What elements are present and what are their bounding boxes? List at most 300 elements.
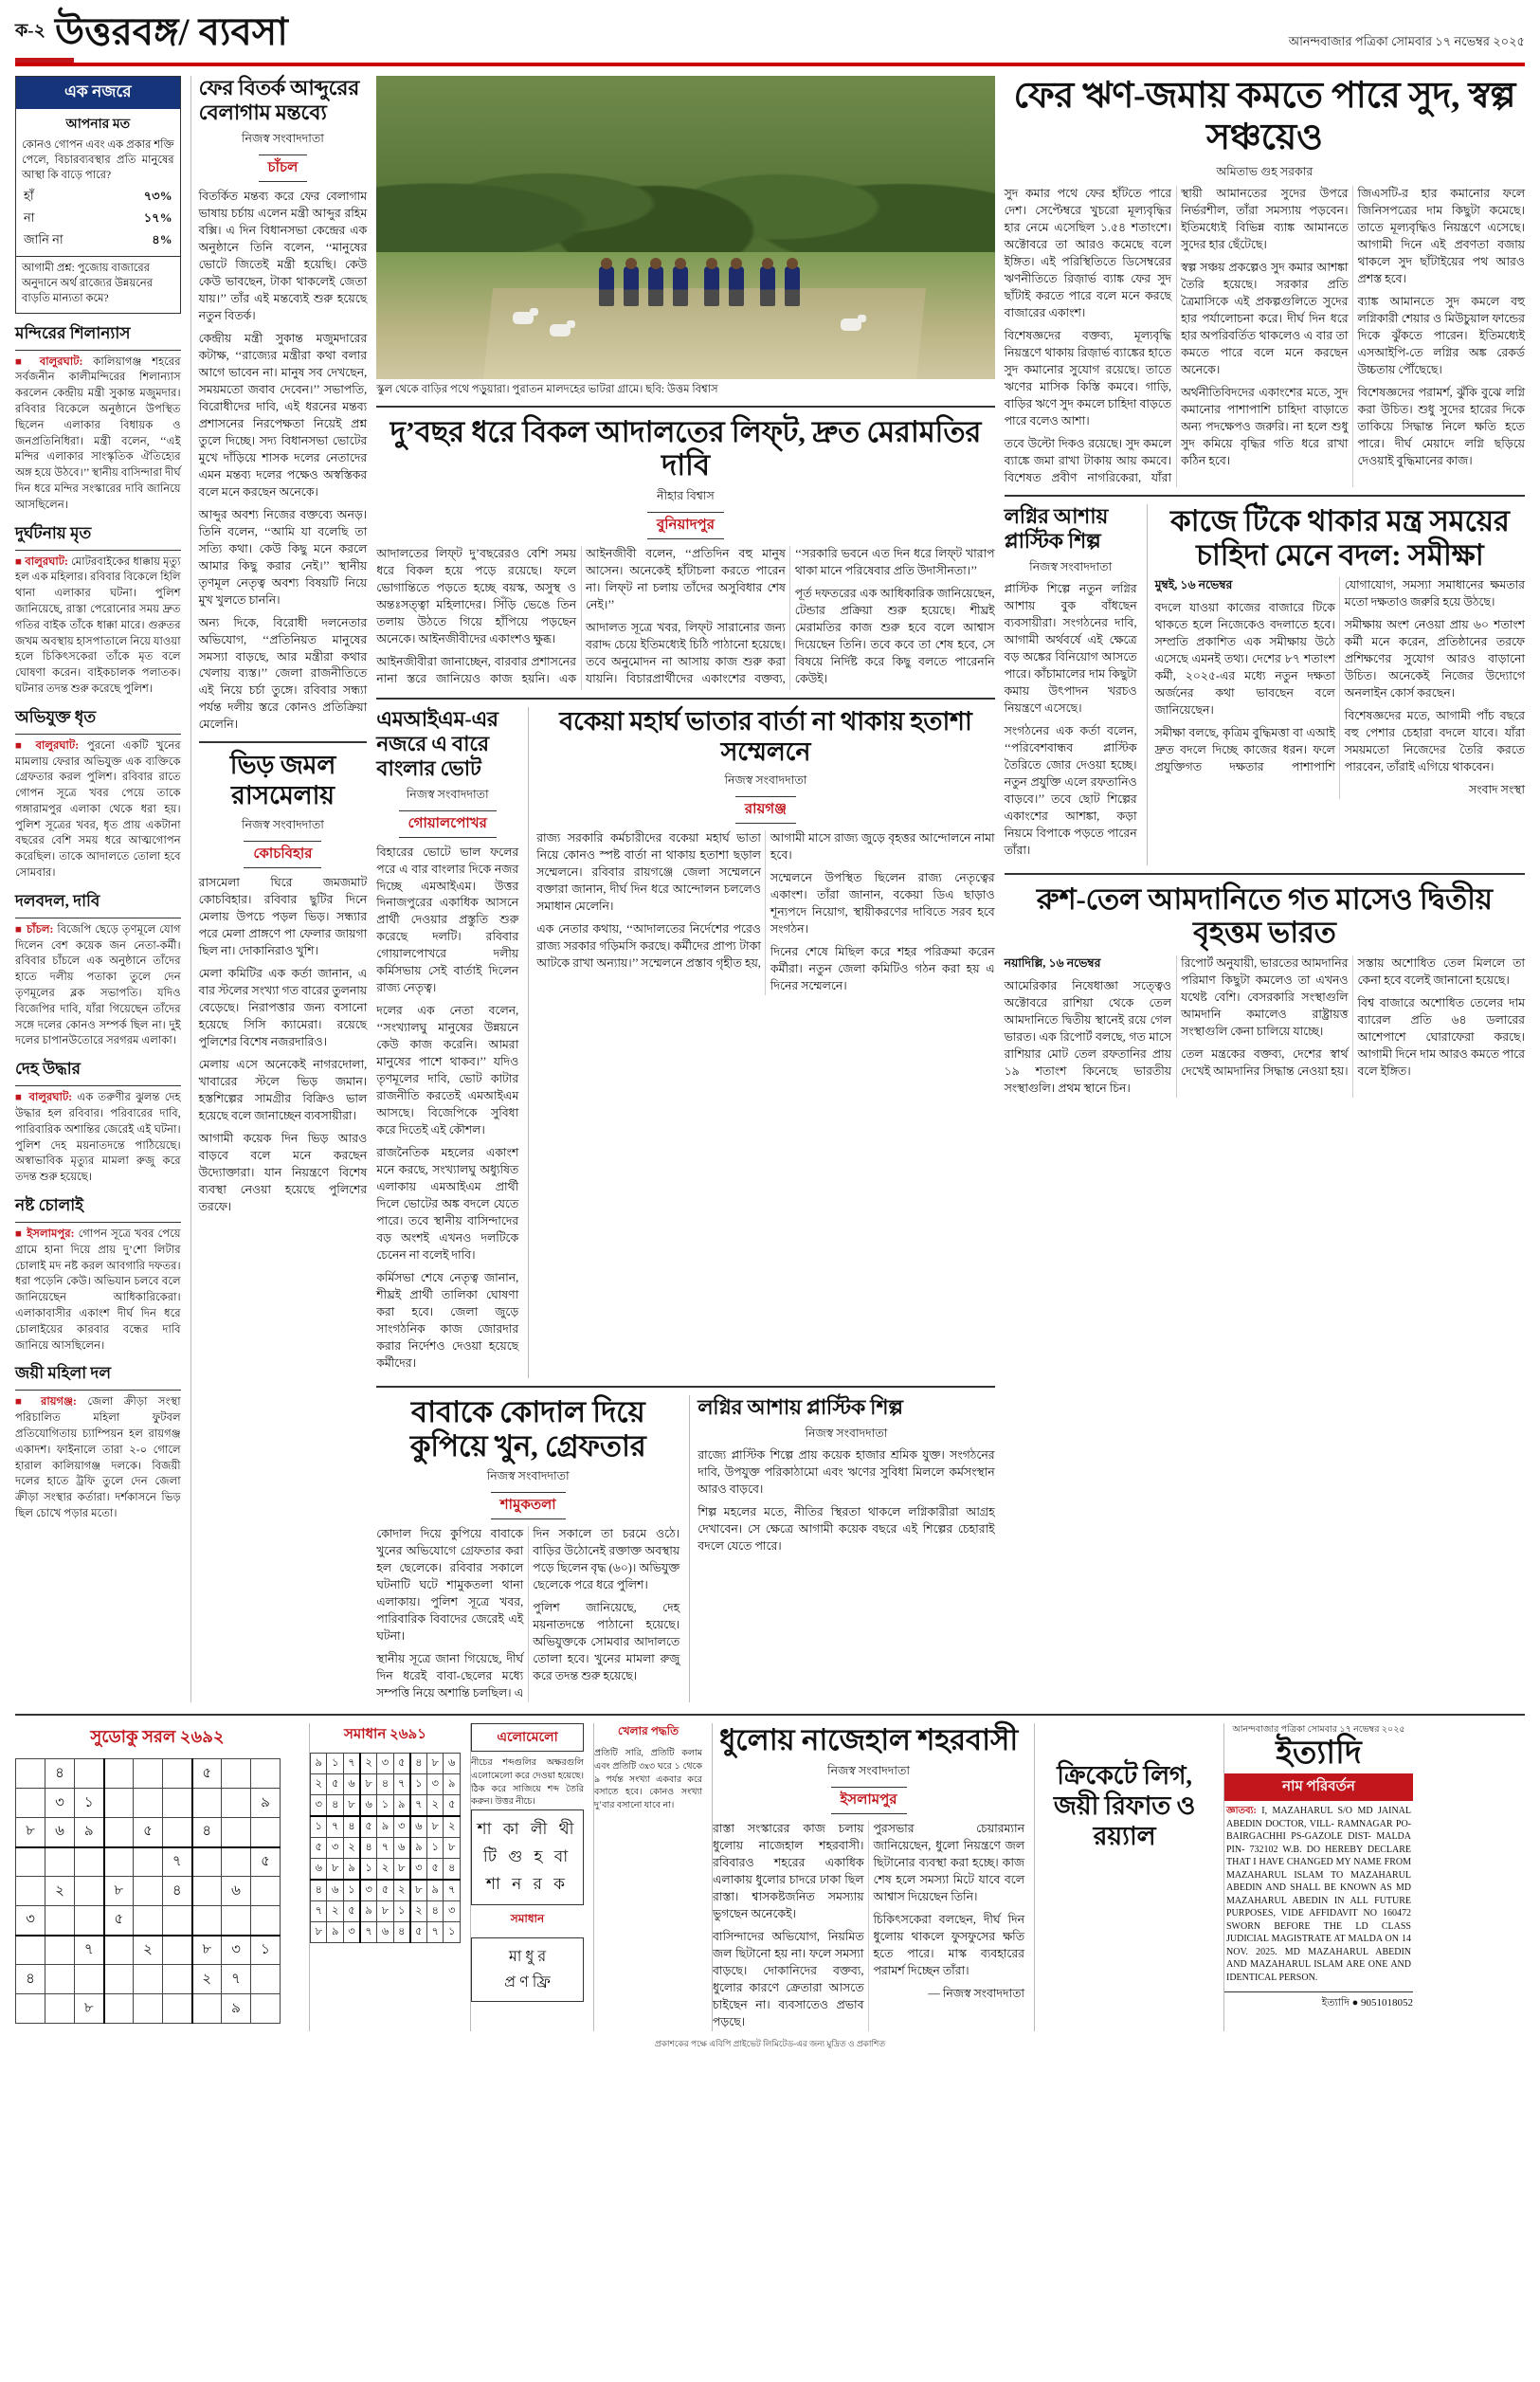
poll-row: [24, 230, 172, 252]
para: পুলিশ জানিয়েছে, দেহ ময়নাতদন্তে পাঠানো হয়েছে। অভিযুক্তকে সোমবার আদালতে তোলা হবে। খুনের মামলা রুজু করে তদন্ত শুরু হয়েছে।: [533, 1601, 680, 1683]
story-murder-body: [376, 1526, 679, 1702]
elomelo-word: শা ন র ক: [485, 1875, 570, 1894]
sudoku-cell[interactable]: [163, 1965, 192, 1994]
sudoku-cell[interactable]: ৯: [251, 1789, 281, 1818]
sudoku-cell[interactable]: ৪: [343, 1816, 360, 1838]
para: আমেরিকার নিষেধাজ্ঞা সত্ত্বেও অক্টোবরে রাশিয়া থেকে তেল আমদানিতে দ্বিতীয় স্থানেই রয়ে গেল ভারত। এক রিপোর্ট বলছে, গত মাসে রাশিয়ার মোট তেল রফতানির প্রায় ১৯ শতাংশ কিনেছে ভারতীয় সংস্থাগুলি। প্রথম স্থানে চিন।: [1004, 979, 1172, 1095]
sudoku-cell[interactable]: [251, 1759, 281, 1789]
headline-lift: দু’বছর ধরে বিকল আদালতের লিফ্‌ট, দ্রুত মেরামতির দাবি: [390, 414, 982, 482]
sudoku-cell[interactable]: ৫: [444, 1795, 461, 1817]
sudoku-cell[interactable]: [45, 1847, 75, 1877]
sudoku-cell[interactable]: [192, 1994, 222, 2024]
sudoku-cell[interactable]: ৬: [45, 1818, 75, 1847]
sudoku-cell[interactable]: ৩: [311, 1795, 327, 1817]
poll-option-label: জানি না: [24, 232, 63, 247]
sudoku-cell[interactable]: ৯: [410, 1838, 427, 1859]
para: রাজ্যে প্লাস্টিক শিল্পে প্রায় কয়েক হাজার শ্রমিক যুক্ত। সংগঠনের দাবি, উপযুক্ত পরিকাঠামো এবং ঋণের সুবিধা মিললে কর্মসংস্থান আরও বাড়বে।: [698, 1448, 995, 1496]
brief-item: [15, 1057, 181, 1186]
sudoku-cell[interactable]: [222, 1818, 251, 1847]
story-plastic-lower: [689, 1395, 994, 1702]
sudoku-cell[interactable]: ৮: [343, 1795, 360, 1817]
sudoku-cell[interactable]: ১: [393, 1901, 410, 1922]
para: মেলায় এসে অনেকেই নাগরদোলা, খাবারের স্টলে ভিড় জমান। হস্তশিল্পের সামগ্রীর বিক্রিও ভাল হয়েছে বলে জানাচ্ছেন ব্যবসায়ীরা।: [198, 1057, 368, 1122]
sudoku-cell[interactable]: [222, 1847, 251, 1877]
byline-dust: নিজস্ব সংবাদদাতা: [827, 1763, 910, 1777]
poll-question: কোনও গোপন এবং এক প্রকার শক্তি পেলে, বিচারব্যবস্থার প্রতি মানুষের আস্থা কি বাড়ে পারে?: [22, 139, 174, 182]
para: [1005, 955, 1171, 973]
sudoku-cell[interactable]: [16, 1789, 45, 1818]
sudoku-cell[interactable]: ৯: [444, 1774, 461, 1795]
poll-option-label: হাঁ: [24, 189, 34, 204]
para: বাসিন্দাদের অভিযোগ, নিয়মিত জল ছিটানো হয় না। ফলে সমস্যা বাড়ছে। দোকানিদের বক্তব্য, ধুলোর কারণে ক্রেতারা আসতে চাইছেন না। ব্যবসাতেও প্রভাব পড়ছে।: [713, 1929, 864, 2028]
sudoku-row: [311, 1754, 461, 1774]
para: কোদাল দিয়ে কুপিয়ে বাবাকে খুনের অভিযোগে গ্রেফতার করা হল ছেলেকে। রবিবার সকালে ঘটনাটি ঘটে শামুকতলা থানা এলাকায়। পুলিশ সূত্রে খবর, পারিবারিক বিবাদের জেরেই এই ঘটনা।: [376, 1527, 524, 1644]
sudoku-cell[interactable]: [75, 1759, 104, 1789]
ad-phone: ইত্যাদি ● 9051018052: [1224, 1991, 1413, 2012]
sudoku-cell[interactable]: ৮: [426, 1754, 443, 1774]
sudoku-cell[interactable]: ৪: [311, 1880, 327, 1901]
sudoku-cell[interactable]: ৭: [426, 1922, 443, 1943]
sudoku-solution-grid: [310, 1753, 461, 1943]
sudoku-cell[interactable]: [251, 1906, 281, 1936]
sudoku-cell[interactable]: ৮: [192, 1936, 222, 1965]
sudoku-cell[interactable]: ৯: [393, 1795, 410, 1817]
sudoku-cell[interactable]: ৩: [16, 1906, 45, 1936]
sudoku-row: [16, 1906, 281, 1936]
para: রিপোর্ট অনুযায়ী, ভারতের আমদানির পরিমাণ কিছুটা কমলেও তা এখনও যথেষ্ট বেশি। বেসরকারি সংস্থাগুলি আমদানি কমালেও রাষ্ট্রায়ত্ত সংস্থাগুলি কেনা চালিয়ে যাচ্ছে।: [1181, 956, 1349, 1038]
sudoku-cell[interactable]: [75, 1877, 104, 1906]
headline-debate: ফের বিতর্ক আব্দুরের বেলাগাম মন্তব্যে: [198, 76, 360, 124]
sudoku-cell[interactable]: [251, 1877, 281, 1906]
sudoku-cell[interactable]: ৫: [134, 1818, 163, 1847]
sudoku-cell[interactable]: ৪: [377, 1774, 393, 1795]
sudoku-cell[interactable]: ৫: [104, 1906, 134, 1936]
brief-body-text: পুরনো একটি খুনের মামলায় ফেরার অভিযুক্ত এক ব্যক্তিকে গ্রেফতার করল পুলিশ। রবিবার রাতে গোপন সূত্রে খবর পেয়ে তাকে গঙ্গারামপুর এলাকা থেকে ধরা হয়। পুলিশ সূত্রের খবর, ধৃত প্রায় একটানা বছরের বেশি সময় ধরে আত্মগোপন করেছিল। তাকে আদালতে তোলা হবে সোমবার।: [15, 738, 181, 880]
sudoku-grid[interactable]: [15, 1758, 281, 2024]
sudoku-cell[interactable]: [45, 1994, 75, 2024]
para: আদালত সূত্রে খবর, লিফ্‌ট সারানোর জন্য বরাদ্দ চেয়ে ইতিমধ্যেই চিঠি পাঠানো হয়েছে। তবে অনুমোদন না আসায় কাজ শুরু করা যায়নি। বিচারপ্রার্থীদের একাংশের বক্তব্য, ‘‘সরকারি ভবনে এত দিন ধরে লিফ্‌ট খারাপ থাকা মানে পরিষেবার প্রতি উদাসীনতা।’’: [586, 546, 995, 685]
sudoku-cell[interactable]: [251, 1994, 281, 2024]
sudoku-cell[interactable]: [222, 1906, 251, 1936]
headline-interest: ফের ঋণ-জমায় কমতে পারে সুদ, স্বল্প সঞ্চয়েও: [1013, 76, 1516, 157]
sudoku-cell[interactable]: ১: [444, 1922, 461, 1943]
sudoku-cell[interactable]: ৫: [410, 1922, 427, 1943]
story-murder: [376, 1395, 679, 1702]
sudoku-cell[interactable]: ৪: [360, 1838, 377, 1859]
sudoku-cell[interactable]: ৬: [444, 1754, 461, 1774]
sudoku-cell[interactable]: [163, 1789, 192, 1818]
poll-option-label: না: [24, 210, 35, 226]
sudoku-cell[interactable]: [222, 1759, 251, 1789]
headline-oil: রুশ-তেল আমদানিতে গত মাসেও দ্বিতীয় বৃহত্তম ভারত: [1036, 882, 1493, 950]
sudoku-cell[interactable]: ৫: [192, 1759, 222, 1789]
para: কেন্দ্রীয় মন্ত্রী সুকান্ত মজুমদারের কটাক্ষ, ‘‘রাজ্যের মন্ত্রীরা কথা বলার আগে ভাবেন না। মানুষ সব দেখছেন, সময়মতো জবাব দেবেন।’’ সভাপতি, বিরোধীদের দাবি, এই ধরনের মন্তব্য প্রশাসনের নিরপেক্ষতা নিয়েই প্রশ্ন তুলে দিচ্ছে। সদ্য বিধানসভা ভোটের মুখে দাঁড়িয়ে শাসক দলের নেতাদের এমন মন্তব্য দলের পক্ষেও অস্বস্তিকর বলে মনে করছেন অনেকে।: [198, 331, 368, 499]
brief-heading: অভিযুক্ত ধৃত: [15, 705, 181, 735]
brief-dateline: ■ বালুরঘাট:: [15, 738, 80, 752]
headline-plastic-b: লগ্নির আশায় প্লাস্টিক শিল্প: [698, 1395, 903, 1420]
dateline-allowance: রায়গঞ্জ: [735, 796, 796, 824]
elomelo-word: শা কা লী থী: [477, 1820, 578, 1839]
elomelo-word: টি গু হ বা: [482, 1847, 572, 1866]
sudoku-cell[interactable]: ১: [343, 1880, 360, 1901]
sudoku-row: [311, 1859, 461, 1881]
sudoku-cell[interactable]: ৬: [360, 1795, 377, 1817]
brief-body-text: এক তরুণীর ঝুলন্ত দেহ উদ্ধার হল রবিবার। পরিবারের দাবি, পারিবারিক অশান্তির জেরেই এই ঘটনা। পুলিশ দেহ ময়নাতদন্তে পাঠিয়েছে। অস্বাভাবিক মৃত্যুর মামলা রুজু করে তদন্ত শুরু হয়েছে।: [15, 1091, 181, 1184]
poll-box: [15, 76, 181, 314]
sudoku-cell[interactable]: ২: [45, 1877, 75, 1906]
brief-item: [15, 705, 181, 882]
sudoku-cell[interactable]: ১: [251, 1936, 281, 1965]
sudoku-cell[interactable]: ১: [327, 1754, 343, 1774]
byline-murder: নিজস্ব সংবাদদাতা: [486, 1469, 570, 1483]
story-plastic: [1005, 504, 1137, 865]
sudoku-cell[interactable]: ৮: [75, 1994, 104, 2024]
para: মেলা কমিটির এক কর্তা জানান, এ বার স্টলের সংখ্যা গত বারের তুলনায় বেড়েছে। নিরাপত্তার জন্য বসানো হয়েছে সিসি ক্যামেরা। রয়েছে পুলিশের বিশেষ নজরদারিও।: [198, 967, 368, 1048]
sudoku-cell[interactable]: ৭: [311, 1901, 327, 1922]
sudoku-cell[interactable]: ৮: [410, 1880, 427, 1901]
brief-heading: জয়ী মহিলা দল: [15, 1361, 181, 1391]
sudoku-cell[interactable]: ২: [343, 1838, 360, 1859]
sudoku-cell[interactable]: [104, 1818, 134, 1847]
sudoku-cell[interactable]: [134, 1847, 163, 1877]
elomelo-block: [470, 1723, 584, 2030]
sudoku-cell[interactable]: [16, 1936, 45, 1965]
sudoku-cell[interactable]: ৯: [343, 1859, 360, 1881]
para: অন্য দিকে, বিরোধী দলনেতার অভিযোগ, ‘‘প্রতিনিয়ত মানুষের সমস্যা বাড়ছে, আর মন্ত্রীরা কথার খেলায় ব্যস্ত।’’ জেলা রাজনীতিতে এই নিয়ে চর্চা তুঙ্গে। রবিবার সন্ধ্যা পর্যন্ত দলীয় স্তরে কোনও প্রতিক্রিয়া মেলেনি।: [198, 615, 368, 732]
sudoku-cell[interactable]: ৭: [393, 1774, 410, 1795]
ad-publisher: আনন্দবাজার পত্রিকা সোমবার ১৭ নভেম্বর ২০২৫: [1232, 1725, 1405, 1736]
para: স্থানীয় সূত্রে জানা গিয়েছে, দীর্ঘ দিন ধরেই বাবা-ছেলের মধ্যে সম্পত্তি নিয়ে অশান্তি চলছিল। এ দিন সকালে তা চরমে ওঠে। বাড়ির উঠোনেই রক্তাক্ত অবস্থায় পড়ে ছিলেন বৃদ্ধ (৬০)। অভিযুক্ত ছেলেকে পরে ধরে পুলিশ।: [376, 1527, 680, 1700]
sudoku-cell[interactable]: ৯: [377, 1816, 393, 1838]
sudoku-cell[interactable]: [163, 1906, 192, 1936]
bottom-strip: [15, 1714, 1525, 2030]
sudoku-cell[interactable]: [192, 1906, 222, 1936]
sudoku-cell[interactable]: [163, 1994, 192, 2024]
para: — নিজস্ব সংবাদদাতা: [928, 1986, 1024, 2000]
sudoku-row: [16, 1818, 281, 1847]
sudoku-row: [311, 1838, 461, 1859]
sudoku-cell[interactable]: ৮: [444, 1838, 461, 1859]
byline-allowance: নিজস্ব সংবাদদাতা: [724, 773, 807, 788]
para: আদালতের লিফ্‌ট দু’বছরেরও বেশি সময় ধরে বিকল হয়ে পড়ে রয়েছে। ফলে ভোগান্তিতে পড়তে হচ্ছে বয়স্ক, অসুস্থ ও অন্তঃসত্ত্বা মহিলাদের। সিঁড়ি ভেঙে তিন তলায় উঠতে গিয়ে হাঁপিয়ে পড়ছেন অনেকে। আইনজীবীদের একাংশও ক্ষুব্ধ।: [376, 546, 576, 646]
sudoku-cell[interactable]: ৩: [45, 1789, 75, 1818]
sudoku-cell[interactable]: [163, 1818, 192, 1847]
sudoku-cell[interactable]: ২: [426, 1795, 443, 1817]
sudoku-cell[interactable]: [45, 1965, 75, 1994]
sudoku-cell[interactable]: ২: [377, 1859, 393, 1881]
sudoku-cell[interactable]: ৭: [343, 1754, 360, 1774]
sudoku-cell[interactable]: [251, 1965, 281, 1994]
sudoku-cell[interactable]: ১: [426, 1838, 443, 1859]
sudoku-cell[interactable]: ৫: [311, 1838, 327, 1859]
sub-stories-row: [376, 707, 994, 1378]
sudoku-cell[interactable]: [163, 1936, 192, 1965]
method-text: প্রতিটি সারি, প্রতিটি কলাম এবং প্রতিটি ৩x৩ ঘরে ১ থেকে ৯ পর্যন্ত সংখ্যা একবার করে বসাতে হবে। কোনও সংখ্যা দু’বার বসানো যাবে না।: [594, 1749, 702, 1811]
sudoku-cell[interactable]: ৪: [327, 1795, 343, 1817]
poll-option-value: ১৭%: [143, 210, 172, 226]
sudoku-cell[interactable]: ২: [444, 1816, 461, 1838]
para: স্বল্প সঞ্চয় প্রকল্পেও সুদ কমার আশঙ্কা তৈরি হয়েছে। সরকার প্রতি ত্রৈমাসিকে এই প্রকল্পগুলিতে সুদের হার পর্যালোচনা করে। দীর্ঘ দিন ধরে হার অপরিবর্তিত থাকলেও এ বার তা কমতে পারে বলে মনে করছেন অনেকে।: [1181, 261, 1349, 377]
sudoku-cell[interactable]: ৯: [311, 1754, 327, 1774]
sudoku-cell[interactable]: [16, 1994, 45, 2024]
sudoku-cell[interactable]: ৪: [163, 1877, 192, 1906]
sudoku-cell[interactable]: ৫: [393, 1754, 410, 1774]
sudoku-cell[interactable]: ৩: [343, 1922, 360, 1943]
brief-dateline: ■ বালুরঘাট:: [15, 555, 68, 568]
sudoku-cell[interactable]: ৯: [222, 1994, 251, 2024]
sudoku-cell[interactable]: ৪: [426, 1901, 443, 1922]
elomelo-instruction: নীচের শব্দগুলির অক্ষরগুলি এলোমেলো করে দেওয়া হয়েছে। ঠিক করে সাজিয়ে শব্দ তৈরি করুন। উত্তর নীচে।: [471, 1758, 584, 1808]
brief-heading: দলবদল, দাবি: [15, 889, 181, 918]
column-briefs: [15, 76, 181, 1702]
sudoku-block: [15, 1723, 299, 2030]
sudoku-cell[interactable]: [134, 1994, 163, 2024]
sudoku-cell[interactable]: ৩: [360, 1880, 377, 1901]
poll-results: [16, 187, 180, 256]
brief-text: [15, 555, 181, 698]
ad-tag: জ্ঞাতব্য:: [1226, 1806, 1257, 1817]
photo-caption: স্কুল থেকে বাড়ির পথে পড়ুয়ারা। পুরাতন মালদহের ভাটরা গ্রামে। ছবি: উত্তম বিশ্বাস: [376, 384, 718, 395]
sudoku-cell[interactable]: [104, 1789, 134, 1818]
sudoku-cell[interactable]: [104, 1994, 134, 2024]
para: অর্থনীতিবিদদের একাংশের মতে, সুদ কমানোর পাশাপাশি চাহিদা বাড়াতে অন্য পদক্ষেপও জরুরি। না হলে শুধু সুদ কমিয়ে বৃদ্ধির গতি ধরে রাখা কঠিন হবে।: [1181, 386, 1349, 468]
sudoku-cell[interactable]: ৮: [360, 1774, 377, 1795]
para: পূর্ত দফতরের এক আধিকারিক জানিয়েছেন, টেন্ডার প্রক্রিয়া শুরু হয়েছে। শীঘ্রই মেরামতির কাজ শুরু হবে বলে আশ্বাস দিয়েছেন তিনি। তবে কবে তা শেষ হবে, সে বিষয়ে নির্দিষ্ট করে কিছু বলতে পারেননি কেউই।: [794, 586, 995, 685]
para: দলের এক নেতা বলেন, ‘‘সংখ্যালঘু মানুষের উন্নয়নে কেউ কাজ করেনি। আমরা মানুষের পাশে থাকব।’’ যদিও তৃণমূলের দাবি, ভোট কাটার রাজনীতি করতেই এমআইএম আসছে। বিজেপিকে সুবিধা করে দিতেই এই কৌশল।: [376, 1004, 519, 1137]
para: প্লাস্টিক শিল্পে নতুন লগ্নির আশায় বুক বাঁধছেন ব্যবসায়ীরা। সংগঠনের দাবি, আগামী অর্থবর্ষে এই ক্ষেত্রে বড় অঙ্কের বিনিয়োগ আসতে পারে। কাঁচামালের দাম কিছুটা কমায় উৎপাদন খরচও নিয়ন্ত্রণে এসেছে।: [1004, 582, 1137, 715]
dateline-mim: গোয়ালপোখর: [399, 810, 497, 838]
sudoku-cell[interactable]: ৬: [377, 1922, 393, 1943]
elomelo-answer-word: প্র ণ ফ্রি: [504, 1974, 551, 1991]
sudoku-cell[interactable]: ৩: [327, 1838, 343, 1859]
brief-text: [15, 1227, 181, 1354]
brief-item: [15, 1193, 181, 1354]
sudoku-cell[interactable]: ৭: [75, 1936, 104, 1965]
sudoku-cell[interactable]: ২: [393, 1880, 410, 1901]
sudoku-cell[interactable]: [163, 1759, 192, 1789]
sudoku-row: [16, 1877, 281, 1906]
sudoku-cell[interactable]: ৬: [343, 1774, 360, 1795]
para: বিশেষজ্ঞদের পরামর্শ, ঝুঁকি বুঝে লগ্নি করা উচিত। শুধু সুদের হারের দিকে তাকিয়ে সিদ্ধান্ত নিলে ক্ষতি হতে পারে। দীর্ঘ মেয়াদে লগ্নি ছড়িয়ে দেওয়াই বুদ্ধিমানের কাজ।: [1357, 386, 1525, 468]
sudoku-cell[interactable]: ৫: [251, 1847, 281, 1877]
poll-title: এক নজরে: [16, 77, 180, 109]
brief-dateline: ■ চাঁচল:: [15, 922, 54, 936]
brief-text: [15, 922, 181, 1049]
brief-text: [15, 355, 181, 514]
sudoku-cell[interactable]: ৬: [222, 1877, 251, 1906]
brief-body-text: বিজেপি ছেড়ে তৃণমূলে যোগ দিলেন বেশ কয়েক জন নেতা-কর্মী। রবিবার চাঁচলে এক অনুষ্ঠানে তাঁদের হাতে দলীয় পতাকা তুলে দেন তৃণমূলের ব্লক সভাপতি। যদিও বিজেপির দাবি, যাঁরা গিয়েছেন তাঁদের সঙ্গে দলের কোনও সম্পর্ক ছিল না। দুই দলের চাপানউতোরে সরগরম এলাকা।: [15, 922, 181, 1047]
sudoku-cell[interactable]: ৫: [327, 1774, 343, 1795]
headline-crowd: ভিড় জমল রাসমেলায়: [229, 751, 336, 810]
sudoku-cell[interactable]: ২: [311, 1774, 327, 1795]
brief-heading: দেহ উদ্ধার: [15, 1057, 181, 1086]
para: শিল্প মহলের মতে, নীতির স্থিরতা থাকলে লগ্নিকারীরা আগ্রহ দেখাবেন। সে ক্ষেত্রে আগামী কয়েক বছরে এই শিল্পের চেহারাই বদলে যেতে পারে।: [698, 1504, 995, 1553]
sudoku-cell[interactable]: ৮: [377, 1901, 393, 1922]
sudoku-cell[interactable]: ৪: [16, 1965, 45, 1994]
sudoku-row: [16, 1789, 281, 1818]
sudoku-cell[interactable]: ৪: [444, 1859, 461, 1881]
sudoku-cell[interactable]: ১: [311, 1816, 327, 1838]
byline-plastic-b: নিজস্ব সংবাদদাতা: [805, 1427, 888, 1441]
brief-dateline: ■ বালুরঘাট:: [15, 355, 83, 368]
sudoku-cell[interactable]: ৪: [45, 1759, 75, 1789]
sudoku-title: সুডোকু সরল ২৬৯২: [90, 1727, 225, 1747]
sudoku-cell[interactable]: ৩: [444, 1901, 461, 1922]
sudoku-cell[interactable]: [134, 1877, 163, 1906]
elomelo-answer-word: মা ধু র: [508, 1948, 547, 1965]
sudoku-cell[interactable]: [45, 1906, 75, 1936]
footer-note: প্রকাশকের পক্ষে এবিপি প্রাইভেট লিমিটেড-এর জন্য মুদ্রিত ও প্রকাশিত: [654, 2038, 886, 2048]
para: [1155, 577, 1335, 594]
elomelo-answer-title: সমাধান: [510, 1911, 545, 1925]
sudoku-cell[interactable]: [16, 1877, 45, 1906]
sudoku-cell[interactable]: ২: [134, 1936, 163, 1965]
brief-dateline: ■ বালুরঘাট:: [15, 1091, 73, 1104]
ad-banner: নাম পরিবর্তন: [1224, 1773, 1413, 1801]
sudoku-cell[interactable]: [75, 1906, 104, 1936]
sudoku-cell[interactable]: ৭: [163, 1847, 192, 1877]
ityadi-logo: ইত্যাদি: [1276, 1736, 1362, 1772]
dateline-dust: ইসলামপুর: [831, 1787, 907, 1814]
para: রাজনৈতিক মহলের একাংশ মনে করছে, সংখ্যালঘু অধ্যুষিত এলাকায় এমআইএম প্রার্থী দিলে ভোটের অঙ্ক বদলে যেতে পারে। তবে স্থানীয় বাসিন্দাদের বড় অংশই এখনও দলটিকে চেনেন না বলেই দাবি।: [376, 1146, 519, 1263]
brief-item: [15, 521, 181, 698]
page-columns: [15, 76, 1525, 1702]
para: সুদ কমার পথে ফের হাঁটতে পারে দেশ। সেপ্টেম্বরে খুচরো মূল্যবৃদ্ধির হার নেমে এসেছিল ১.৫৪ শতাংশে। অক্টোবরে তা আরও কমেছে বলে ইঙ্গিত। এই পরিস্থিতিতে ডিসেম্বরের ঋণনীতিতে রিজ়ার্ভ ব্যাঙ্ক ফের সুদ ছাঁটাই করতে পারে বলে মনে করছে বাজারের একাংশ।: [1004, 187, 1172, 320]
sudoku-cell[interactable]: ৭: [410, 1795, 427, 1817]
sudoku-cell[interactable]: [104, 1759, 134, 1789]
sudoku-cell[interactable]: ৮: [393, 1859, 410, 1881]
plastic-survey-row: [1005, 504, 1525, 865]
sudoku-cell[interactable]: ৫: [426, 1859, 443, 1881]
sudoku-cell[interactable]: [75, 1965, 104, 1994]
sudoku-cell[interactable]: ৭: [360, 1922, 377, 1943]
story-allowance-body: [536, 830, 994, 995]
sudoku-cell[interactable]: ৬: [327, 1880, 343, 1901]
sudoku-cell[interactable]: ৯: [360, 1901, 377, 1922]
sudoku-cell[interactable]: [104, 1965, 134, 1994]
sudoku-cell[interactable]: ৩: [377, 1754, 393, 1774]
sudoku-cell[interactable]: [75, 1847, 104, 1877]
headline-cricket: ক্রিকেটে লিগ, জয়ী রিফাত ও রয়্যাল: [1053, 1761, 1196, 1850]
sudoku-cell[interactable]: ৩: [426, 1774, 443, 1795]
sudoku-cell[interactable]: ৫: [343, 1901, 360, 1922]
dateline-crowd: কোচবিহার: [244, 841, 321, 868]
sudoku-cell[interactable]: ৬: [393, 1838, 410, 1859]
sudoku-cell[interactable]: ৯: [426, 1880, 443, 1901]
sudoku-cell[interactable]: ৪: [410, 1754, 427, 1774]
brief-body-text: জেলা ক্রীড়া সংস্থা পরিচালিত মহিলা ফুটবল প্রতিযোগিতায় চ্যাম্পিয়ন হল রায়গঞ্জ একাদশ। ফাইনালে তারা ২-০ গোলে হারাল কালিয়াগঞ্জ দলকে। বিজয়ী দলের হাতে ট্রফি তুলে দেন জেলা ক্রীড়া সংস্থার কর্তারা। দর্শকাসনে ভিড় ছিল চোখে পড়ার মতো।: [15, 1395, 181, 1519]
headline-survey: কাজে টিকে থাকার মন্ত্র সময়ের চাহিদা মেনে বদল: সমীক্ষা: [1169, 504, 1510, 572]
sudoku-cell[interactable]: ৪: [393, 1922, 410, 1943]
para: বিতর্কিত মন্তব্য করে ফের বেলাগাম ভাষায় চর্চায় এলেন মন্ত্রী আব্দুর রহিম বক্সি। এ দিন বিধানসভা কেন্দ্রের এক অনুষ্ঠানে তিনি বলেন, ‘‘মানুষের ভোটে জিতেই মন্ত্রী হয়েছি। কেউ কেউ ভাবছেন, টাকা থাকলেই জেতা যায়।’’ তাঁর এই মন্তব্যেই শুরু হয়েছে নতুন বিতর্ক।: [198, 189, 368, 322]
sudoku-cell[interactable]: ১: [360, 1859, 377, 1881]
sudoku-cell[interactable]: ৬: [311, 1859, 327, 1881]
classified-ad-block: [1223, 1723, 1413, 2030]
sudoku-row: [311, 1901, 461, 1922]
sudoku-cell[interactable]: ১: [410, 1774, 427, 1795]
para: আব্দুর অবশ্য নিজের বক্তব্যে অনড়। তিনি বলেন, ‘‘আমি যা বলেছি তা সত্যি কথা। কেউ কিছু মনে করলে আমার কিছু করার নেই।’’ স্থানীয় তৃণমূল নেতৃত্ব অবশ্য বিষয়টি নিয়ে মুখ খুলতে চাননি।: [198, 507, 368, 607]
sudoku-cell[interactable]: ২: [192, 1965, 222, 1994]
sudoku-cell[interactable]: ৭: [327, 1816, 343, 1838]
sudoku-cell[interactable]: [222, 1789, 251, 1818]
sudoku-cell[interactable]: ২: [360, 1754, 377, 1774]
poll-option-value: ৪%: [152, 232, 172, 247]
sudoku-row: [16, 1759, 281, 1789]
sudoku-cell[interactable]: ৭: [444, 1880, 461, 1901]
headline-dust: ধুলোয় নাজেহাল শহরবাসী: [719, 1723, 1018, 1757]
sudoku-cell[interactable]: ৮: [16, 1818, 45, 1847]
sudoku-cell[interactable]: ৩: [410, 1859, 427, 1881]
brief-heading: মন্দিরের শিলান্যাস: [15, 321, 181, 351]
para: আগামী কয়েক দিন ভিড় আরও বাড়বে বলে মনে করছেন উদ্যোক্তারা। যান নিয়ন্ত্রণে বিশেষ ব্যবস্থা নেওয়া হয়েছে পুলিশের তরফে।: [198, 1131, 368, 1213]
para: কর্মিসভা শেষে নেতৃত্ব জানান, শীঘ্রই প্রার্থী তালিকা ঘোষণা করা হবে। জেলা জুড়ে সাংগঠনিক কাজ জোরদার করার নির্দেশও দেওয়া হয়েছে কর্মীদের।: [376, 1271, 519, 1371]
sudoku-cell[interactable]: ১: [75, 1789, 104, 1818]
para: বিশ্ব বাজারে অশোধিত তেলের দাম ব্যারেল প্রতি ৬৪ ডলারের আশেপাশে ঘোরাফেরা করছে। আগামী দিনে দাম আরও কমতে পারে বলে ইঙ্গিত।: [1357, 996, 1525, 1078]
sudoku-cell[interactable]: [45, 1936, 75, 1965]
brief-text: [15, 1090, 181, 1186]
byline-mim: নিজস্ব সংবাদদাতা: [406, 787, 489, 801]
sudoku-row: [16, 1936, 281, 1965]
sudoku-cell[interactable]: [134, 1789, 163, 1818]
sudoku-cell[interactable]: ৯: [75, 1818, 104, 1847]
sudoku-method-block: [593, 1723, 702, 2030]
sudoku-cell[interactable]: ২: [327, 1901, 343, 1922]
sudoku-cell[interactable]: ৪: [192, 1818, 222, 1847]
column-debate: [190, 76, 368, 1702]
dateline-debate: চাঁচল: [259, 155, 308, 182]
sudoku-cell[interactable]: ৩: [393, 1816, 410, 1838]
sudoku-cell[interactable]: [134, 1759, 163, 1789]
sudoku-cell[interactable]: ২: [410, 1901, 427, 1922]
sudoku-cell[interactable]: [251, 1818, 281, 1847]
sudoku-cell[interactable]: ৮: [426, 1816, 443, 1838]
sudoku-cell[interactable]: ১: [377, 1795, 393, 1817]
para: রাজ্য সরকারি কর্মচারীদের বকেয়া মহার্ঘ ভাতা নিয়ে কোনও স্পষ্ট বার্তা না থাকায় হতাশা ছড়াল সম্মেলনে। রবিবার রায়গঞ্জে জেলা সম্মেলনে বক্তারা জানান, দীর্ঘ দিন ধরে আন্দোলন চললেও সমাধান মেলেনি।: [536, 831, 761, 914]
sudoku-cell[interactable]: ৮: [311, 1922, 327, 1943]
photo-block: [376, 76, 994, 398]
sudoku-cell[interactable]: [134, 1906, 163, 1936]
sudoku-cell[interactable]: [104, 1847, 134, 1877]
sudoku-cell[interactable]: [104, 1936, 134, 1965]
masthead: [15, 10, 1525, 66]
sudoku-cell[interactable]: [16, 1759, 45, 1789]
sudoku-cell[interactable]: ৬: [410, 1816, 427, 1838]
sudoku-cell[interactable]: ৫: [377, 1880, 393, 1901]
para: রাসমেলা ঘিরে জমজমাট কোচবিহার। রবিবার ছুটির দিনে মেলায় উপচে পড়ল ভিড়। সন্ধ্যার পরে মেলা প্রাঙ্গণে পা ফেলার জায়গা ছিল না। দোকানিরাও খুশি।: [198, 876, 368, 958]
sudoku-cell[interactable]: [192, 1789, 222, 1818]
sudoku-row: [311, 1816, 461, 1838]
sudoku-cell[interactable]: ৩: [222, 1936, 251, 1965]
para: সম্মেলনে উপস্থিত ছিলেন রাজ্য নেতৃত্বের একাংশ। তাঁরা জানান, বকেয়া ডিএ ছাড়াও শূন্যপদে নিয়োগ, স্থায়ীকরণের দাবিতে সরব হবে সংগঠন।: [770, 871, 995, 936]
sudoku-row: [311, 1922, 461, 1943]
brief-text: [15, 738, 181, 882]
para: চিকিৎসকেরা বলছেন, দীর্ঘ দিন ধুলোয় থাকলে ফুসফুসের ক্ষতি হতে পারে। মাস্ক ব্যবহারের পরামর্শ দিচ্ছেন তাঁরা।: [873, 1912, 1024, 1977]
sudoku-cell[interactable]: ৫: [360, 1816, 377, 1838]
sudoku-cell[interactable]: ৮: [327, 1859, 343, 1881]
sudoku-cell[interactable]: [192, 1877, 222, 1906]
survey-dateline: মুম্বই, ১৬ নভেম্বর: [1154, 578, 1233, 592]
masthead-red-bar: [15, 58, 74, 63]
sudoku-cell[interactable]: ৯: [327, 1922, 343, 1943]
sudoku-cell[interactable]: [192, 1847, 222, 1877]
sudoku-cell[interactable]: [16, 1847, 45, 1877]
sudoku-cell[interactable]: ৭: [377, 1838, 393, 1859]
sudoku-cell[interactable]: ৭: [222, 1965, 251, 1994]
oil-dateline: নয়াদিল্লি, ১৬ নভেম্বর: [1004, 956, 1101, 971]
sudoku-cell[interactable]: ৮: [104, 1877, 134, 1906]
brief-item: [15, 1361, 181, 1521]
sudoku-cell[interactable]: [134, 1965, 163, 1994]
